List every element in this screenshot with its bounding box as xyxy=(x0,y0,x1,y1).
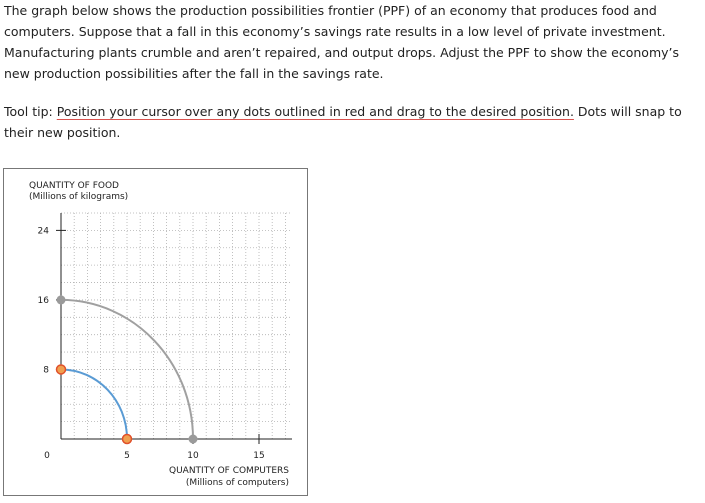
x-axis-units: (Millions of computers) xyxy=(185,478,289,488)
y-axis-units: (Millions of kilograms) xyxy=(29,192,129,202)
question-text: The graph below shows the production possibilities frontier (PPF) of an economy that produces food and computers. Suppose that a fall in this economy’s savings rate results in a low level of private investment. Manufacturing plants crumble and aren’t repaired, and output drops. Adjust the PPF to show the economy’s new production possibilities after the fall in the savings rate. xyxy=(4,3,680,81)
tool-tip-prefix: Tool tip: xyxy=(4,104,57,119)
y-axis-label: QUANTITY OF FOOD xyxy=(29,181,119,191)
x-tick-label: 10 xyxy=(187,451,199,461)
grid xyxy=(61,213,292,439)
y-tick-label: 24 xyxy=(37,226,49,237)
draggable-dot-new-computer-intercept[interactable] xyxy=(123,435,132,444)
axes xyxy=(38,213,292,461)
ppf-graph xyxy=(3,168,308,496)
ppf-chart xyxy=(4,169,309,497)
x-tick-label: 5 xyxy=(124,451,130,461)
x-tick-label: 15 xyxy=(253,451,265,461)
tool-tip-link[interactable]: Position your cursor over any dots outlined in red and drag to the desired position. xyxy=(56,104,574,119)
fixed-dot-original-computer-intercept xyxy=(189,435,198,444)
tool-tip xyxy=(4,101,702,143)
tool-tip-suffix: Dots will snap to their new position. xyxy=(4,104,682,140)
x-tick-label: 0 xyxy=(44,451,50,461)
y-tick-label: 8 xyxy=(43,365,49,376)
draggable-dot-new-food-intercept[interactable] xyxy=(57,365,66,374)
fixed-dot-original-food-intercept xyxy=(57,295,66,304)
y-tick-label: 16 xyxy=(37,295,49,306)
x-axis-label: QUANTITY OF COMPUTERS xyxy=(169,466,289,476)
